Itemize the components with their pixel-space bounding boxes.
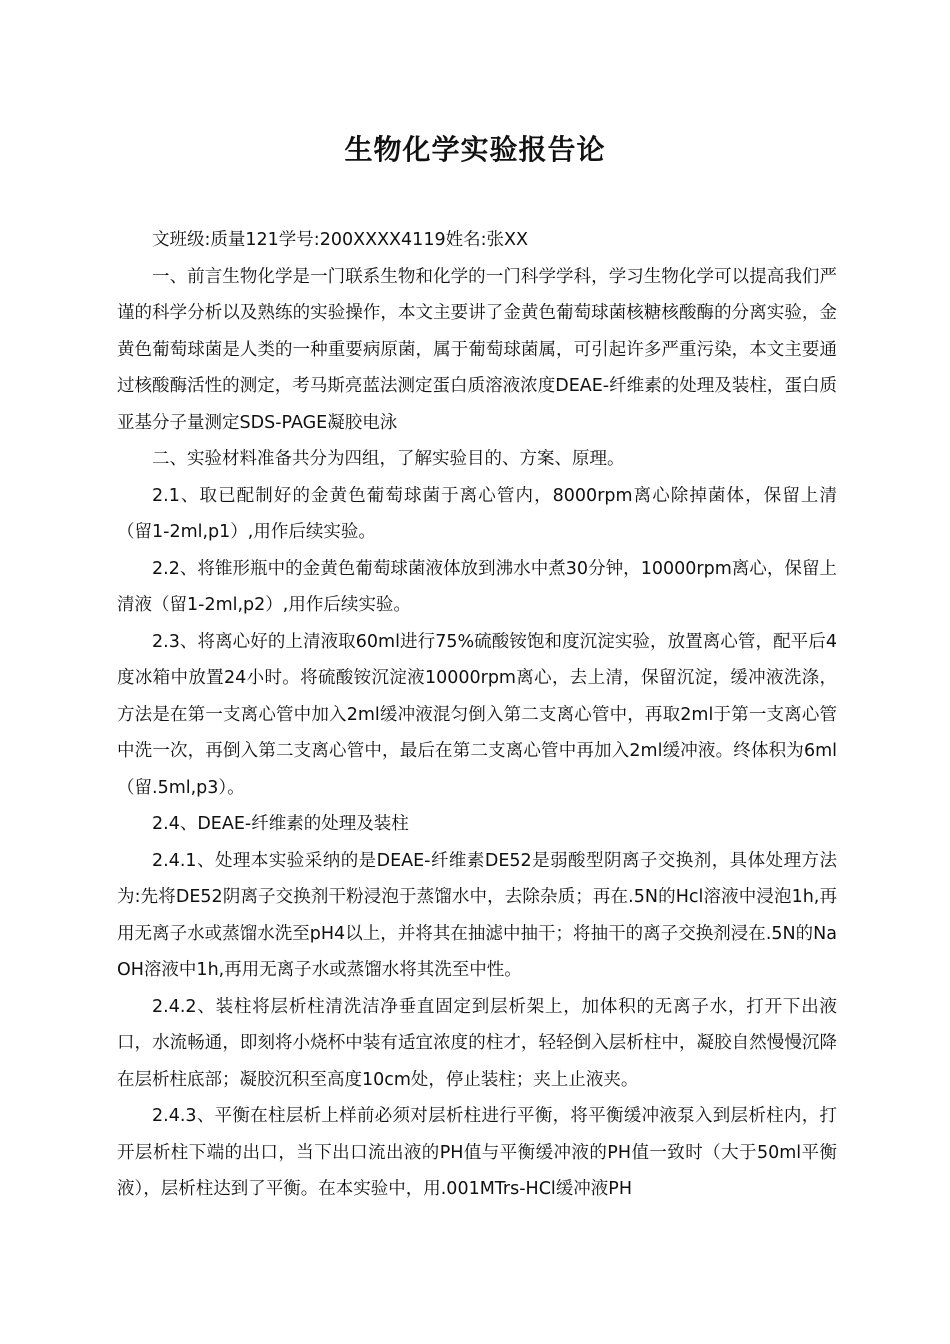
section-materials: 二、实验材料准备共分为四组，了解实验目的、方案、原理。: [152, 449, 625, 469]
student-info-line: 文班级:质量121学号:200XXXX4119姓名:张XX: [152, 230, 528, 250]
step-2-2: 2.2、将锥形瓶中的金黄色葡萄球菌液体放到沸水中煮30分钟，10000rpm离心，保留上清液（留1-2ml,p2）,用作后续实验。: [117, 558, 837, 615]
step-2-3: 2.3、将离心好的上清液取60ml进行75%硫酸铵饱和度沉淀实验，放置离心管，配平后4度冰箱中放置24小时。将硫酸铵沉淀液10000rpm离心，去上清，保留沉淀，缓冲液洗涤，方法是在第一支离心管中加入2ml缓冲液混匀倒入第二支离心管中，再取2ml于第一支离心管中洗一次，再倒入第二支离心管中，最后在第二支离心管中再加入2ml缓冲液。终体积为6ml（留.5ml,p3）。: [117, 631, 837, 798]
document-body: [117, 222, 837, 1208]
step-2-1: 2.1、取已配制好的金黄色葡萄球菌于离心管内，8000rpm离心除掉菌体，保留上清（留1-2ml,p1）,用作后续实验。: [117, 485, 837, 542]
step-2-4-2: 2.4.2、装柱将层析柱清洗洁净垂直固定到层析架上，加体积的无离子水，打开下出液口，水流畅通，即刻将小烧杯中装有适宜浓度的柱才，轻轻倒入层析柱中，凝胶自然慢慢沉降在层析柱底部；凝胶沉积至高度10cm处，停止装柱；夹上止液夹。: [117, 996, 837, 1090]
step-2-4-3: 2.4.3、平衡在柱层析上样前必须对层析柱进行平衡，将平衡缓冲液泵入到层析柱内，打开层析柱下端的出口，当下出口流出液的PH值与平衡缓冲液的PH值一致时（大于50ml平衡液），层析柱达到了平衡。在本实验中，用.001MTrs-HCl缓冲液PH: [117, 1106, 837, 1199]
section-preface: 一、前言生物化学是一门联系生物和化学的一门科学学科，学习生物化学可以提高我们严谨的科学分析以及熟练的实验操作，本文主要讲了金黄色葡萄球菌核糖核酸酶的分离实验，金黄色葡萄球菌是人类的一种重要病原菌，属于葡萄球菌属，可引起许多严重污染，本文主要通过核酸酶活性的测定，考马斯亮蓝法测定蛋白质溶液浓度DEAE-纤维素的处理及装柱，蛋白质亚基分子量测定SDS-PAGE凝胶电泳: [117, 266, 837, 433]
step-2-4-1: 2.4.1、处理本实验采纳的是DEAE-纤维素DE52是弱酸型阴离子交换剂，具体处理方法为:先将DE52阴离子交换剂干粉浸泡于蒸馏水中，去除杂质；再在.5N的Hcl溶液中浸泡1h,再用无离子水或蒸馏水洗至pH4以上，并将其在抽滤中抽干；将抽干的离子交换剂浸在.5N的NaOH溶液中1h,再用无离子水或蒸馏水将其洗至中性。: [117, 850, 837, 980]
document-title: 生物化学实验报告论: [344, 133, 606, 166]
step-2-4-heading: 2.4、DEAE-纤维素的处理及装柱: [152, 814, 409, 834]
